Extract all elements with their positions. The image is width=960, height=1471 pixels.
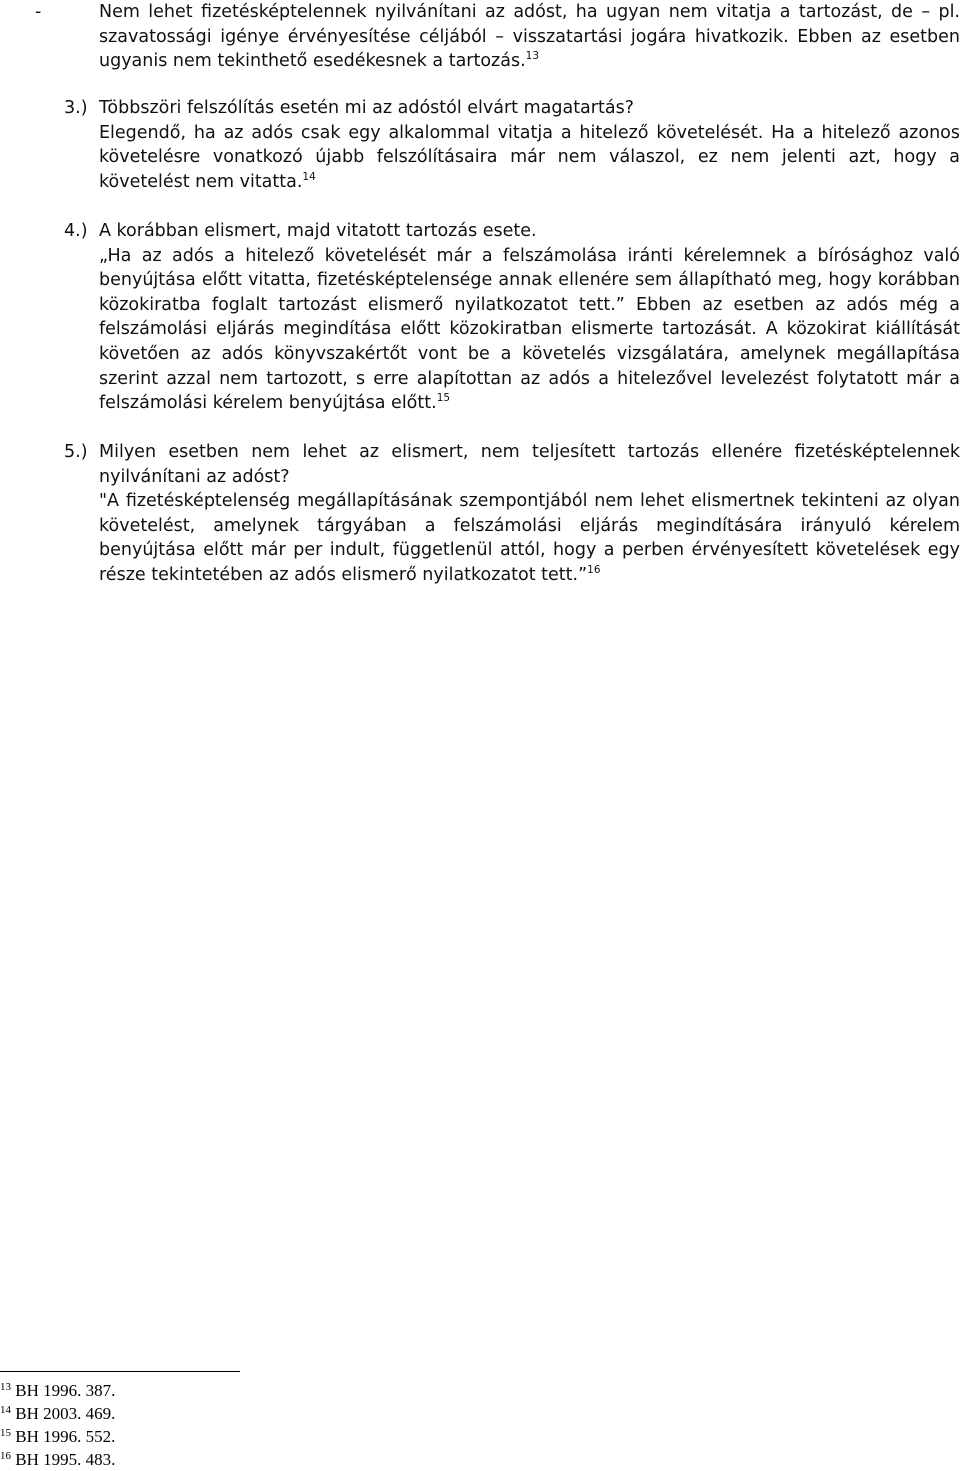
- section-3: [64, 96, 960, 194]
- section-number: 4.): [64, 221, 88, 241]
- footnote-number: 15: [0, 1427, 11, 1439]
- footnote-13: [0, 1379, 115, 1402]
- bullet-text: Nem lehet fizetésképtelennek nyilvánítani az adóst, ha ugyan nem vitatja a tartozást, de – pl. szavatossági igénye érvényesítése céljából – visszatartási jogára hivatkozik. Ebben az esetben ugyanis nem tekinthető esedékesnek a tartozás.: [99, 2, 960, 72]
- section-4: [64, 219, 960, 416]
- footnote-15: [0, 1425, 115, 1448]
- footnote-number: 14: [0, 1404, 11, 1416]
- footnote-ref-14[interactable]: 14: [302, 170, 316, 183]
- section-heading: A korábban elismert, majd vitatott tartozás esete.: [99, 221, 537, 241]
- footnote-text: BH 2003. 469.: [15, 1404, 116, 1423]
- section-body: „Ha az adós a hitelező követelését már a felszámolása iránti kérelemnek a bírósághoz való benyújtása előtt vitatta, fizetésképtelensége annak ellenére sem állapítható meg, hogy korábban közokiratba foglalt tartozást elismerő nyilatkozatot tett.” Ebben az esetben az adós még a felszámolási eljárás megindítása előtt közokiratban elismerte tartozását. A közokirat kiállítását követően az adós könyvszakértőt vont be a követelés vizsgálatára, amelynek megállapítása szerint azzal nem tartozott, s erre alapítottan az adós a hitelezővel levelezést folytatott már a felszámolási kérelem benyújtása előtt.$^{15}$: [99, 245, 960, 414]
- bullet-item: [35, 0, 960, 74]
- footnote-ref-15[interactable]: 15: [436, 392, 451, 405]
- footnote-ref-16[interactable]: 16: [587, 563, 601, 576]
- footnote-number: 16: [0, 1450, 11, 1462]
- footnote-list: [0, 1379, 115, 1471]
- footnote-text: BH 1996. 552.: [15, 1427, 116, 1446]
- footnote-separator: [0, 1371, 240, 1372]
- section-heading: Többszöri felszólítás esetén mi az adóstól elvárt magatartás?: [99, 98, 634, 118]
- section-5: [64, 440, 960, 588]
- footnote-14: [0, 1402, 115, 1425]
- section-body: Elegendő, ha az adós csak egy alkalommal vitatja a hitelező követelését. Ha a hitelező azonos követelésre vonatkozó újabb felszólításaira már nem válaszol, ez nem jelenti azt, hogy a követelést nem vitatta.$^{14}$: [99, 122, 960, 192]
- section-number: 5.): [64, 442, 88, 462]
- footnote-number: 13: [0, 1381, 11, 1393]
- section-heading: Milyen esetben nem lehet az elismert, nem teljesített tartozás ellenére fizetésképtelennek nyilvánítani az adóst?: [99, 442, 960, 487]
- footnote-ref-13[interactable]: 13: [525, 50, 540, 63]
- section-number: 3.): [64, 98, 88, 118]
- footnote-text: BH 1995. 483.: [15, 1450, 116, 1469]
- section-body: "A fizetésképtelenség megállapításának szempontjából nem lehet elismertnek tekinteni az olyan követelést, amelynek tárgyában a felszámolási eljárás megindítására irányuló kérelem benyújtása előtt már per indult, függetlenül attól, hogy a perben érvényesített követelések egy része tekintetében az adós elismerő nyilatkozatot tett.”$^{16}$: [99, 491, 960, 585]
- footnote-16: [0, 1448, 115, 1471]
- footnote-text: BH 1996. 387.: [15, 1381, 116, 1400]
- bullet-dash: -: [35, 2, 42, 22]
